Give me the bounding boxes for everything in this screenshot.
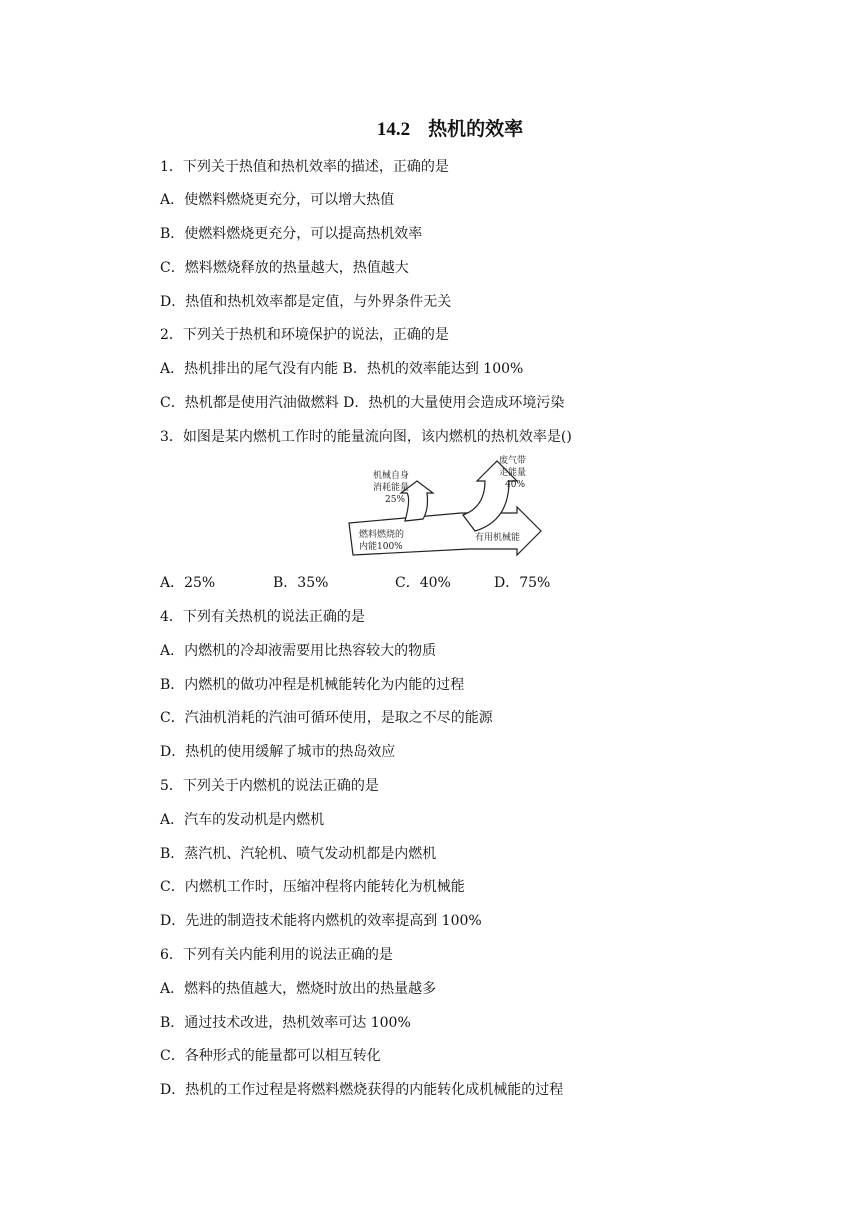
q1-option-a: A．使燃料燃烧更充分，可以增大热值 [160, 192, 395, 208]
input-label-2: 内能100% [359, 542, 403, 552]
section-number: 14.2 [376, 119, 411, 140]
q3-option-a: A．25% [160, 575, 216, 591]
q2-stem: 2．下列关于热机和环境保护的说法，正确的是 [160, 327, 449, 343]
mech-loss-label-3: 25% [385, 495, 406, 505]
q3-options [160, 573, 550, 593]
q5-stem: 5．下列关于内燃机的说法正确的是 [160, 778, 379, 794]
q4-option-c: C．汽油机消耗的汽油可循环使用，是取之不尽的能源 [160, 710, 493, 726]
q1-option-c: C．燃料燃烧释放的热量越大，热值越大 [160, 260, 409, 276]
q4-option-d: D．热机的使用缓解了城市的热岛效应 [160, 744, 396, 760]
exhaust-label-1: 废气带 [499, 456, 527, 466]
q2-options-ab: A．热机排出的尾气没有内能 B．热机的效率能达到 100% [160, 361, 524, 377]
q6-option-d: D．热机的工作过程是将燃料燃烧获得的内能转化成机械能的过程 [160, 1082, 564, 1098]
q6-option-c: C．各种形式的能量都可以相互转化 [160, 1048, 381, 1064]
q5-option-c: C．内燃机工作时，压缩冲程将内能转化为机械能 [160, 879, 465, 895]
q5-option-a: A．汽车的发动机是内燃机 [160, 812, 325, 828]
q1-stem: 1．下列关于热值和热机效率的描述，正确的是 [160, 159, 449, 175]
q6-stem: 6．下列有关内能利用的说法正确的是 [160, 947, 393, 963]
q4-stem: 4．下列有关热机的说法正确的是 [160, 609, 365, 625]
q4-option-b: B．内燃机的做功冲程是机械能转化为内能的过程 [160, 677, 465, 693]
q4-option-a: A．内燃机的冷却液需要用比热容较大的物质 [160, 643, 437, 659]
exhaust-label-3: 40% [505, 480, 526, 490]
q6-option-b: B．通过技术改进，热机效率可达 100% [160, 1015, 411, 1031]
q5-option-d: D．先进的制造技术能将内燃机的效率提高到 100% [160, 913, 482, 929]
q1-option-d: D．热值和热机效率都是定值，与外界条件无关 [160, 294, 452, 310]
mech-loss-label-2: 消耗能量 [373, 483, 410, 493]
q5-option-b: B．蒸汽机、汽轮机、喷气发动机都是内燃机 [160, 846, 437, 862]
q3-option-c: C．40% [395, 575, 451, 591]
q2-options-cd: C．热机都是使用汽油做燃料 D．热机的大量使用会造成环境污染 [160, 395, 565, 411]
q3-option-b: B．35% [273, 575, 329, 591]
exhaust-label-2: 走能量 [499, 468, 527, 478]
page-title [0, 114, 860, 141]
q1-option-b: B．使燃料燃烧更充分，可以提高热机效率 [160, 226, 423, 242]
energy-flow-diagram [345, 451, 545, 571]
section-title: 热机的效率 [428, 118, 524, 140]
q3-stem: 3．如图是某内燃机工作时的能量流向图，该内燃机的热机效率是() [160, 429, 572, 445]
q6-option-a: A．燃料的热值越大，燃烧时放出的热量越多 [160, 981, 437, 997]
useful-energy-label: 有用机械能 [475, 533, 521, 543]
input-label-1: 燃料燃烧的 [359, 530, 405, 540]
mech-loss-label-1: 机械自身 [373, 471, 410, 481]
q3-option-d: D．75% [494, 575, 551, 591]
